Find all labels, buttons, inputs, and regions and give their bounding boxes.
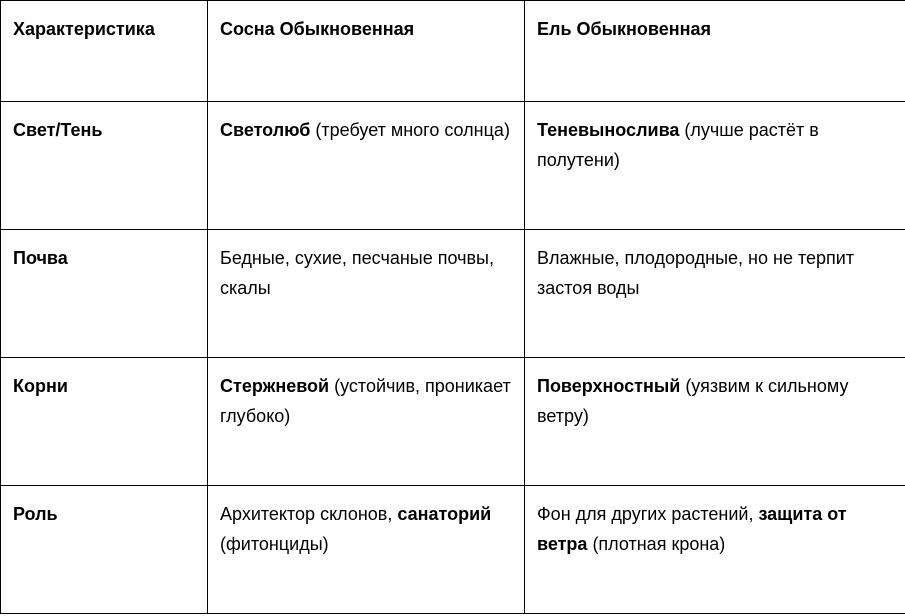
cell-text: (устойчив, проникает глубоко) [220,376,511,426]
cell-text: (уязвим к сильному ветру) [537,376,849,426]
cell-pine-role [208,486,525,614]
cell-bold-text: защита от ветра [537,504,847,554]
header-characteristic: Характеристика [1,1,208,102]
header-pine: Сосна Обыкновенная [208,1,525,102]
cell-bold-text: Теневынослива [537,120,680,140]
table-header-row [1,1,905,102]
cell-text: Архитектор склонов, [220,504,398,524]
cell-bold-text: Поверхностный [537,376,681,396]
table-row [1,102,905,230]
cell-text: (лучше растёт в полутени) [537,120,819,170]
cell-pine-light [208,102,525,230]
table-row [1,230,905,358]
cell-bold-text: Стержневой [220,376,330,396]
cell-spruce-soil [525,230,905,358]
header-spruce: Ель Обыкновенная [525,1,905,102]
cell-text: (плотная крона) [587,534,726,554]
cell-text: Влажные, плодородные, но не терпит застоя воды [537,248,855,298]
cell-spruce-light [525,102,905,230]
cell-pine-soil [208,230,525,358]
cell-pine-roots [208,358,525,486]
row-label-light: Свет/Тень [1,102,208,230]
row-label-role: Роль [1,486,208,614]
cell-bold-text: санаторий [397,504,492,524]
cell-text: (фитонциды) [220,534,329,554]
cell-spruce-roots [525,358,905,486]
cell-text: (требует много солнца) [310,120,510,140]
row-label-soil: Почва [1,230,208,358]
row-label-roots: Корни [1,358,208,486]
cell-text: Бедные, сухие, песчаные почвы, скалы [220,248,494,298]
cell-spruce-role [525,486,905,614]
table-row [1,358,905,486]
cell-text: Фон для других растений, [537,504,759,524]
cell-bold-text: Светолюб [220,120,311,140]
table-row [1,486,905,614]
